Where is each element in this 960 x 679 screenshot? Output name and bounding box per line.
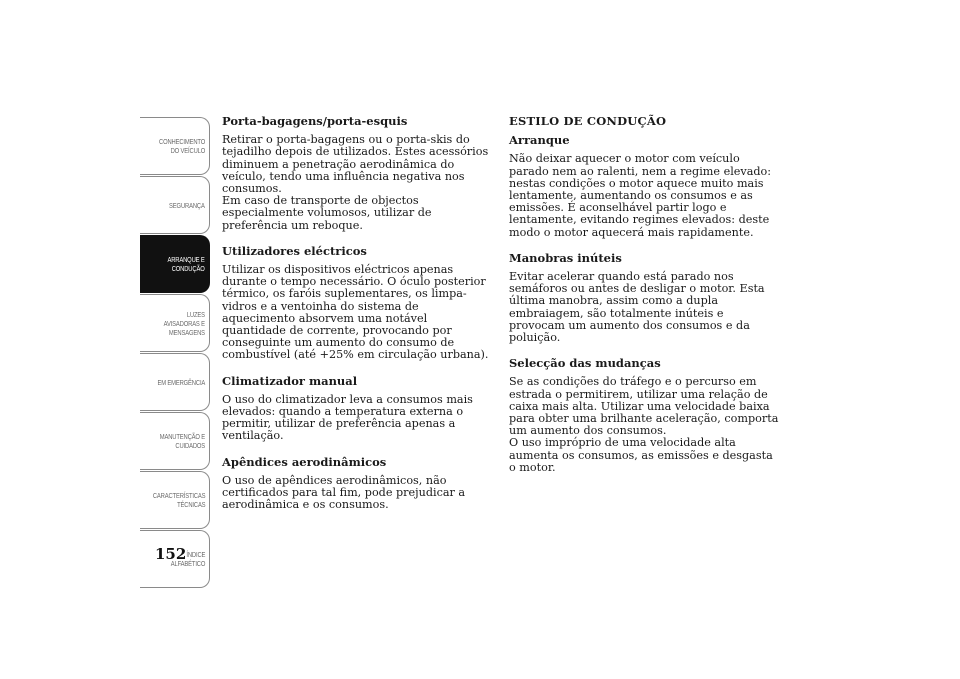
- tab-label: EM EMERGÊNCIA: [157, 377, 205, 387]
- paragraph: O uso impróprio de uma velocidade alta aumenta os consumos, as emissões e desgasta o motor.: [509, 436, 773, 474]
- paragraph: Em caso de transporte de objectos especialmente volumosos, utilizar de preferência um reboque.: [222, 194, 432, 232]
- tab-caracteristicas-tecnicas[interactable]: [140, 471, 210, 529]
- tab-label: CONHECIMENTO DO VEÍCULO: [158, 137, 205, 155]
- chapter-tab-nav: [140, 117, 210, 589]
- section-seleccao-das-mudancas: [509, 357, 779, 474]
- paragraph: Não deixar aquecer o motor com veículo parado nem ao ralenti, nem a regime elevado: nestas condições o motor aquece muito mais lentamente, aumentando os consumos e as emissões. É aconselhável partir logo e lentamente, evitando regimes elevados: deste modo o motor aquecerá mais rapidamente.: [509, 152, 772, 239]
- tab-label: SEGURANÇA: [169, 200, 205, 210]
- section-heading: Selecção das mudanças: [509, 356, 661, 371]
- section-utilizadores-electricos: [222, 245, 492, 362]
- paragraph: O uso de apêndices aerodinâmicos, não certificados para tal fim, pode prejudicar a aerodinâmica e os consumos.: [222, 473, 466, 512]
- chapter-section-title: ESTILO DE CONDUÇÃO: [509, 114, 667, 128]
- paragraph: O uso do climatizador leva a consumos mais elevados: quando a temperatura externa o permitir, utilizar de preferência apenas a ventilação.: [222, 392, 473, 443]
- tab-label: MANUTENÇÃO E CUIDADOS: [159, 432, 205, 450]
- section-heading: Porta-bagagens/porta-esquis: [222, 114, 408, 128]
- tab-label: ARRANQUE E CONDUÇÃO: [167, 255, 205, 273]
- tab-label: LUZES AVISADORAS E MENSAGENS: [163, 309, 205, 337]
- section-manobras-inuteis: [509, 252, 779, 344]
- tab-seguranca[interactable]: [140, 176, 210, 234]
- tab-label: ÍNDICE ALFABÉTICO: [170, 550, 205, 568]
- tab-conhecimento-do-veiculo[interactable]: [140, 117, 210, 175]
- left-column: [222, 115, 492, 524]
- section-heading: Manobras inúteis: [509, 250, 622, 265]
- page-number: 152: [155, 545, 187, 563]
- section-porta-bagagens: [222, 115, 492, 232]
- tab-em-emergencia[interactable]: [140, 353, 210, 411]
- section-heading: Arranque: [509, 133, 570, 148]
- section-climatizador-manual: [222, 375, 492, 443]
- tab-luzes-avisadoras[interactable]: [140, 294, 210, 352]
- section-arranque: [509, 134, 779, 239]
- paragraph: Se as condições do tráfego e o percurso em estrada o permitirem, utilizar uma relação de caixa mais alta. Utilizar uma velocidade baixa para obter uma brilhante aceleração, comporta um aumento dos consumos.: [509, 375, 779, 438]
- tab-arranque-e-conducao[interactable]: [140, 235, 210, 293]
- paragraph: Utilizar os dispositivos eléctricos apenas durante o tempo necessário. O óculo posterior térmico, os faróis suplementares, os limpa-vidros e a ventoinha do sistema de aquecimento absorvem uma notável quantidade de corrente, provocando por conseguinte um aumento do consumo de combustível (até +25% em circulação urbana).: [222, 263, 489, 362]
- tab-label: CARACTERÍSTICAS TÉCNICAS: [152, 491, 205, 509]
- section-heading: Climatizador manual: [222, 373, 358, 388]
- section-apendices-aerodinamicos: [222, 456, 492, 512]
- right-column: [509, 115, 779, 487]
- paragraph: Evitar acelerar quando está parado nos semáforos ou antes de desligar o motor. Esta última manobra, assim como a dupla embraiagem, são totalmente inúteis e provocam um aumento dos consumos e da poluição.: [509, 270, 765, 345]
- section-heading: Apêndices aerodinâmicos: [222, 454, 387, 469]
- tab-manutencao-e-cuidados[interactable]: [140, 412, 210, 470]
- section-heading: Utilizadores eléctricos: [222, 243, 367, 258]
- paragraph: Retirar o porta-bagagens ou o porta-skis do tejadilho depois de utilizados. Estes acessórios diminuem a penetração aerodinâmica do veículo, tendo uma influência negativa nos consumos.: [222, 133, 489, 196]
